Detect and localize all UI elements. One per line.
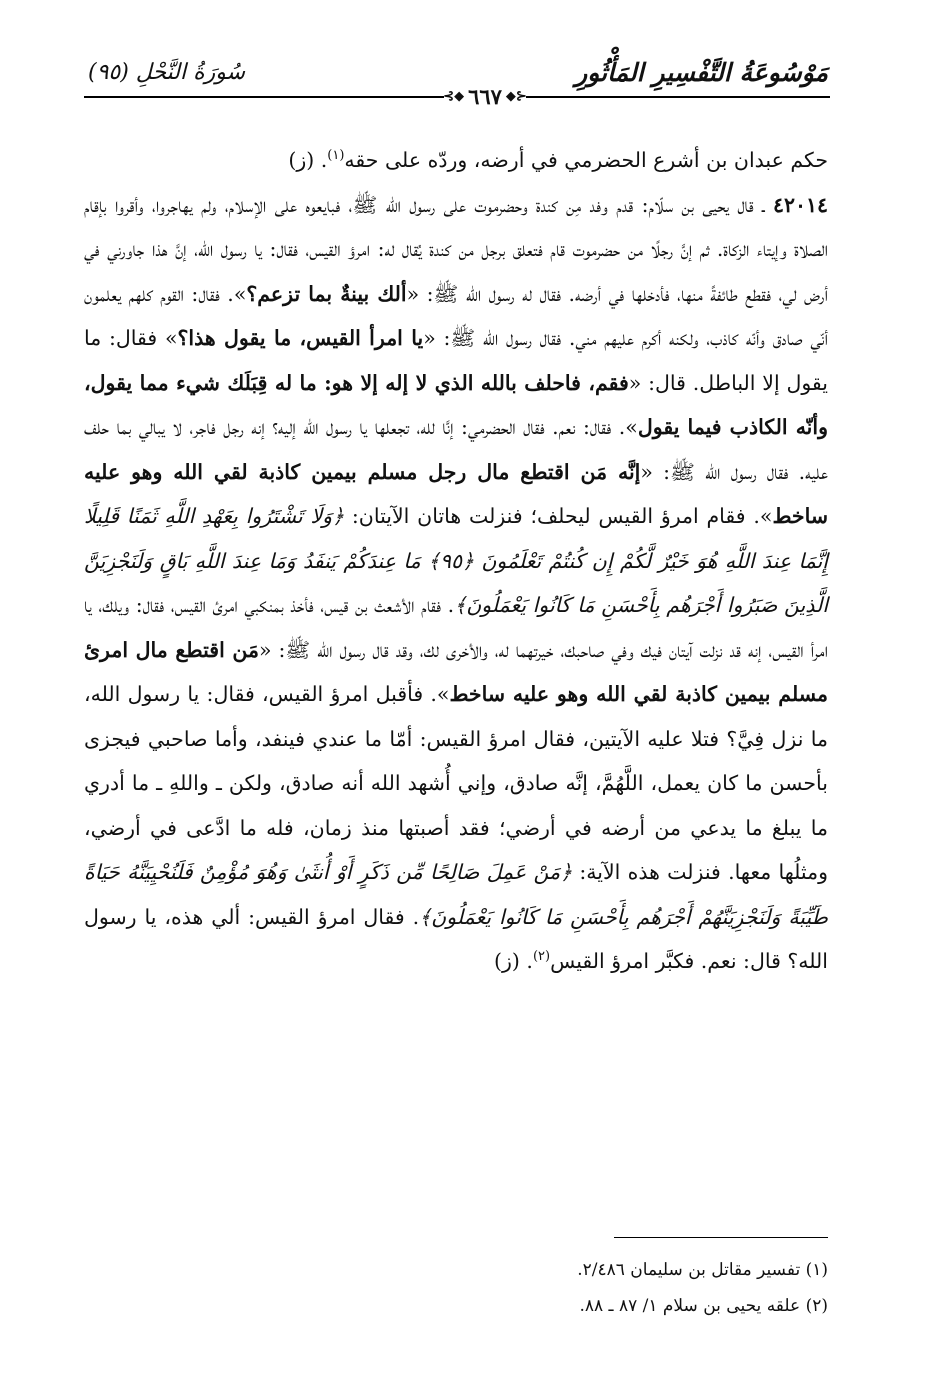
text-run: » فقال: ما يقول إلا الباطل. قال: « bbox=[84, 326, 828, 395]
footnote-rule bbox=[614, 1237, 828, 1238]
ornament-left-icon: ⊰◆ bbox=[443, 88, 465, 104]
text-run: ». فقال: نعم. فقال الحضرمي: إنَّا لله، تجعلها يا رسول الله إليه؟ إنه رجل فاجر، لا يبالي بما حلف عليه. فقال رسول الله ﷺ: « bbox=[84, 415, 829, 484]
surah-label: سُورَةُ النَّحْلِ (٩٥) bbox=[88, 60, 246, 85]
ornament-right-icon: ◆⊱ bbox=[505, 88, 527, 104]
text-run: حكم عبدان بن أشرع الحضرمي في أرضه، وردّه على حقه bbox=[344, 148, 828, 172]
footnote-marker: (٢) bbox=[532, 949, 551, 965]
text-run: . فقال امرؤ القيس: ألي هذه، يا رسول الله؟ قال: نعم. فكبَّر امرؤ القيس bbox=[84, 904, 828, 973]
footnotes bbox=[84, 1252, 828, 1324]
hadith-quote: مَن اقتطع مال امرئ مسلم بيمين كاذبة لقي الله وهو عليه ساخط bbox=[84, 637, 828, 706]
paragraph bbox=[84, 138, 828, 183]
hadith-quote: إنَّه مَن اقتطع مال رجل مسلم بيمين كاذبة لقي الله وهو عليه ساخط bbox=[84, 459, 828, 528]
hadith-quote: فقم، فاحلف بالله الذي لا إله إلا هو: ما له قِبَلَك شيء مما يقول، وأنّه الكاذب فيما يقول bbox=[84, 370, 828, 439]
text-run: . (ز) bbox=[494, 949, 533, 973]
hadith-quote: ألك بينةٌ بما تزعم؟ bbox=[246, 281, 407, 306]
paragraph bbox=[84, 183, 828, 984]
running-title: مَوْسُوعَةُ التَّفْسِيرِ المَأْثُورِ bbox=[575, 58, 828, 87]
text-run: . (ز) bbox=[288, 148, 328, 172]
quran-verse: ﴿وَلَا تَشْتَرُوا بِعَهْدِ اللَّهِ ثَمَنًا قَلِيلًا إِنَّمَا عِندَ اللَّهِ هُوَ خَيْرٌ لَّكُمْ إِن كُنتُمْ تَعْلَمُونَ ﴿٩٥﴾ مَا عِندَكُمْ يَنفَدُ وَمَا عِندَ اللَّهِ بَاقٍ وَلَنَجْزِيَنَّ الَّذِينَ صَبَرُوا أَجْرَهُم بِأَحْسَنِ مَا كَانُوا يَعْمَلُونَ﴾ bbox=[84, 504, 829, 617]
main-text bbox=[84, 138, 828, 984]
hadith-quote: يا امرأ القيس، ما يقول هذا؟ bbox=[177, 326, 424, 350]
text-run: ». فأقبل امرؤ القيس، فقال: يا رسول الله، ما نزل فِيَّ؟ فتلا عليه الآيتين، فقال امرؤ القيس: أمّا ما عندي فينفد، وأما صاحبي فيجزى بأحسن ما كان يعمل، اللَّهُمَّ، إنَّه صادق، وإني أُشهد الله أنه صادق، ولكن ـ واللهِ ـ ما أدري ما يبلغ ما يدعي من أرضه في أرضي؛ فقد أصبتها منذ زمان، فله ما ادَّعى في أرضي، ومثلُها معها. فنزلت هذه الآية: bbox=[84, 682, 828, 884]
footnote: (٢) علقه يحيى بن سلام ١/ ٨٧ ـ ٨٨. bbox=[579, 1296, 828, 1316]
narration-number: ٤٢٠١٤ bbox=[772, 192, 828, 217]
text-run: ـ قال يحيى بن سلّام: قدم وفد مِن كندة وحضرموت على رسول الله ﷺ، فبايعوه على الإسلام، ولم يهاجروا، وأقروا بإقام الصلاة وإيتاء الزكاة. ثم إنَّ رجلًا من حضرموت قام فتعلق برجل من كندة يُقال له: امرؤ القيس، فقال: يا رسول الله، إنَّ هذا جاورني في أرض لي، فقطع طائفةً منها، فأدخلها في أرضه. فقال له رسول الله ﷺ: « bbox=[84, 192, 828, 306]
text-run: ». فقام امرؤ القيس ليحلف؛ فنزلت هاتان الآيتان: bbox=[344, 504, 773, 528]
footnote-marker: (١) bbox=[327, 148, 345, 164]
page-number-box bbox=[444, 80, 526, 112]
page-number: ٦٦٧ bbox=[468, 83, 502, 109]
footnote: (١) تفسير مقاتل بن سليمان ٢/٤٨٦. bbox=[577, 1260, 828, 1280]
quran-verse: ﴿مَنْ عَمِلَ صَالِحًا مِّن ذَكَرٍ أَوْ أُنثَىٰ وَهُوَ مُؤْمِنٌ فَلَنُحْيِيَنَّهُ حَيَاةً طَيِّبَةً وَلَنَجْزِيَنَّهُمْ أَجْرَهُم بِأَحْسَنِ مَا كَانُوا يَعْمَلُونَ﴾ bbox=[84, 860, 828, 929]
text-run: . فقام الأشعث بن قيس، فأخذ بمنكبي امرئ القيس، فقال: ويلك، يا امرأ القيس، إنه قد نزلت آيتان فيك وفي صاحبك، خيرتهما له، والأخرى لك، وقد قال رسول الله ﷺ: « bbox=[84, 593, 829, 662]
text-run: ». فقال: القوم كلهم يعلمون أنّي صادق وأنّه كاذب، ولكنه أكرم عليهم مني. فقال رسول الله ﷺ: « bbox=[84, 281, 828, 350]
